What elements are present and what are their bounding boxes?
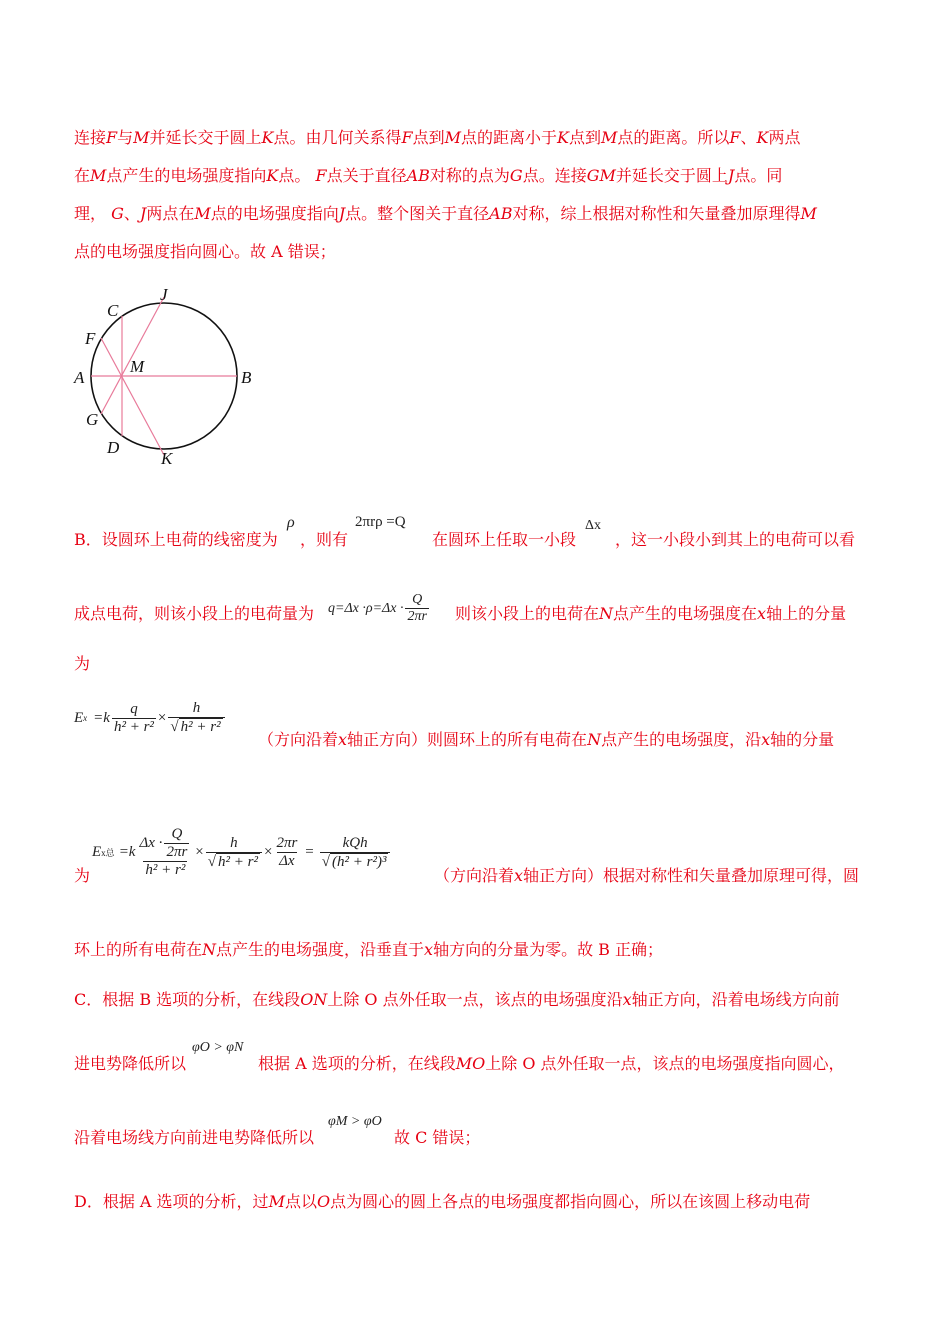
ext-symbol: E xyxy=(92,844,102,860)
var: K xyxy=(557,128,569,147)
var: F xyxy=(401,128,413,147)
var: G xyxy=(509,166,523,185)
var: M xyxy=(268,1192,285,1211)
text-segment: 在圆环上任取一小段 xyxy=(432,530,577,549)
formula-rho: ρ xyxy=(287,514,295,531)
q-numerator: Q xyxy=(412,592,423,607)
ex-sqrt: h² + r² xyxy=(180,719,221,735)
text: 点到 xyxy=(412,128,445,147)
text: 上除 O 点外任取一点，该点的电场强度沿 xyxy=(327,990,623,1009)
formula-phi1: φO > φN xyxy=(192,1040,244,1055)
text-then: ，则有 xyxy=(300,530,349,549)
ext-frac3-num: 2πr xyxy=(276,835,298,851)
var: x xyxy=(514,866,524,885)
formula-ex xyxy=(74,700,227,736)
var: MO xyxy=(455,1054,486,1073)
para-b-line5-suffix xyxy=(434,866,880,886)
text: 并延长交于圆上 xyxy=(615,166,728,185)
label-m: M xyxy=(130,357,145,376)
var: x xyxy=(424,940,434,959)
var: M xyxy=(800,204,817,223)
ex-equals: =k xyxy=(93,709,110,726)
var: O xyxy=(316,1192,331,1211)
text: 轴正方向）则圆环上的所有电荷在 xyxy=(347,730,588,749)
var: M xyxy=(90,166,107,185)
text: 轴的分量 xyxy=(770,730,835,749)
text: 点到 xyxy=(569,128,602,147)
ext-sqrt: h² + r² xyxy=(218,853,258,870)
para-c-line3-suffix: 故 C 错误； xyxy=(394,1128,481,1147)
para-c-line1 xyxy=(74,990,880,1010)
text: 、 xyxy=(740,128,757,147)
text: 在 xyxy=(74,166,91,185)
text: 点。 xyxy=(278,166,316,185)
text: 、 xyxy=(123,204,140,223)
formula-q xyxy=(328,592,431,625)
var: AB xyxy=(406,166,430,185)
text: 点关于直径 xyxy=(326,166,407,185)
text: 点产生的电场强度，沿垂直于 xyxy=(216,940,425,959)
times-sign: × xyxy=(263,844,273,860)
text: 对称，综上根据对称性和矢量叠加原理得 xyxy=(512,204,801,223)
ext-frac2-den: √ h² + r² xyxy=(206,852,262,871)
ex-frac2-num: h xyxy=(192,700,201,716)
text: 轴正方向）根据对称性和矢量叠加原理可得，圆 xyxy=(523,866,860,885)
para-c-line2-prefix: 进电势降低所以 xyxy=(74,1054,187,1073)
label-k: K xyxy=(161,449,173,468)
para-b-line4 xyxy=(258,730,880,750)
ex-frac2 xyxy=(168,700,224,736)
label-f: F xyxy=(85,329,96,348)
text: 点。整个图关于直径 xyxy=(345,204,490,223)
times-sign: × xyxy=(157,709,167,726)
text: 并延长交于圆上 xyxy=(149,128,262,147)
text: 轴正方向，沿着电场线方向前 xyxy=(631,990,840,1009)
var: x xyxy=(338,730,348,749)
var: J xyxy=(727,166,735,185)
var: M xyxy=(194,204,211,223)
var: K xyxy=(756,128,769,147)
label-g: G xyxy=(86,410,99,429)
para-a-line4: 点的电场强度指向圆心。故 A 错误； xyxy=(74,242,336,261)
var: GM xyxy=(586,166,616,185)
ex-frac1-num: q xyxy=(130,700,138,717)
ex-frac1-den: h² + r² xyxy=(113,718,154,735)
para-a-line2 xyxy=(74,166,880,186)
text: 点产生的电场强度在 xyxy=(613,604,758,623)
text: 点。由几何关系得 xyxy=(273,128,402,147)
ext-frac1-den: h² + r² xyxy=(145,862,186,878)
formula-phi2: φM > φO xyxy=(328,1114,382,1129)
label-d: D xyxy=(107,438,120,457)
text: 与 xyxy=(117,128,134,147)
var: K xyxy=(266,166,279,185)
var: M xyxy=(444,128,462,147)
var: x xyxy=(761,730,771,749)
text: 则该小段上的电荷在 xyxy=(455,604,600,623)
ext-dx: Δx · xyxy=(139,835,163,851)
text: （方向沿着 xyxy=(258,730,339,749)
ext-equals: =k xyxy=(118,844,136,860)
ext-inner-frac xyxy=(164,826,189,861)
text: 点为圆心的圆上各点的电场强度都指向圆心，所以在该圆上移动电荷 xyxy=(330,1192,811,1211)
text: 点的距离。所以 xyxy=(617,128,730,147)
var: N xyxy=(599,604,614,623)
para-a-line1 xyxy=(74,128,880,148)
text: 连接 xyxy=(74,128,107,147)
para-b-line6 xyxy=(74,940,880,960)
ext-frac1 xyxy=(137,826,193,879)
var: K xyxy=(261,128,274,147)
ext-frac3-den: Δx xyxy=(279,853,295,869)
ext-frac2 xyxy=(206,835,262,871)
para-b-line2-prefix: 成点电荷，则该小段上的电荷量为 xyxy=(74,604,315,623)
label-a: A xyxy=(74,368,85,387)
ext-frac2-num: h xyxy=(230,834,238,851)
var: ON xyxy=(300,990,328,1009)
para-d-line1 xyxy=(74,1192,880,1212)
ext-frac1-num xyxy=(137,826,193,861)
ext-result-num: kQh xyxy=(342,834,368,851)
q-denominator: 2πr xyxy=(407,609,427,624)
text: 点的电场强度指向 xyxy=(210,204,339,223)
ext-result-sqrt: (h² + r²)³ xyxy=(332,853,387,870)
var: N xyxy=(587,730,602,749)
text: 根据 A 选项的分析，在线段 xyxy=(258,1054,456,1073)
ext-inner-den: 2πr xyxy=(166,844,188,860)
ext-frac3 xyxy=(274,835,299,870)
var: F xyxy=(106,128,118,147)
var: x xyxy=(622,990,632,1009)
q-expression: q=Δx ·ρ=Δx · xyxy=(328,600,404,616)
label-j: J xyxy=(160,285,168,304)
var: AB xyxy=(489,204,513,223)
var: J xyxy=(338,204,346,223)
text: 两点 xyxy=(768,128,801,147)
para-c-line2-suffix xyxy=(258,1054,858,1074)
text: 上除 O 点外任取一点，该点的电场强度指向圆心， xyxy=(485,1054,845,1073)
var: x xyxy=(757,604,767,623)
formula-ex-total xyxy=(92,826,392,879)
ex-frac1 xyxy=(112,701,156,736)
text: D．根据 A 选项的分析，过 xyxy=(74,1192,269,1211)
text: 点。连接 xyxy=(522,166,587,185)
ext-inner-num: Q xyxy=(171,826,183,842)
ext-sub: x总 xyxy=(101,848,115,858)
var: J xyxy=(139,204,147,223)
text: 理， xyxy=(74,204,112,223)
ext-result-den: √ (h² + r²)³ xyxy=(320,852,391,871)
text: 点产生的电场强度，沿 xyxy=(601,730,762,749)
formula-dx: Δx xyxy=(585,518,602,533)
text: 点。同 xyxy=(734,166,783,185)
text: 轴上的分量 xyxy=(766,604,847,623)
label-b: B xyxy=(241,368,252,387)
formula-charge: 2πrρ =Q xyxy=(355,514,406,530)
text: 轴方向的分量为零。故 B 正确； xyxy=(433,940,663,959)
text: 环上的所有电荷在 xyxy=(74,940,203,959)
text: 点产生的电场强度指向 xyxy=(106,166,267,185)
para-a-line3 xyxy=(74,204,880,224)
q-fraction xyxy=(405,592,428,625)
text: B．设圆环上电荷的线密度为 xyxy=(74,530,278,549)
text: 两点在 xyxy=(146,204,195,223)
text: （方向沿着 xyxy=(434,866,515,885)
ex-sub: x xyxy=(83,713,88,723)
equals-sign: = xyxy=(305,844,314,860)
var: F xyxy=(729,128,741,147)
text: 点以 xyxy=(284,1192,317,1211)
para-b-line5-prefix: 为 xyxy=(74,866,91,885)
para-c-line3-prefix: 沿着电场线方向前进电势降低所以 xyxy=(74,1128,315,1147)
text: 对称的点为 xyxy=(429,166,510,185)
para-b-line2-suffix xyxy=(455,604,885,624)
var: M xyxy=(133,128,150,147)
label-c: C xyxy=(107,301,119,320)
text: C．根据 B 选项的分析，在线段 xyxy=(74,990,301,1009)
ex-symbol: E xyxy=(74,709,84,726)
circle-diagram xyxy=(60,280,260,470)
ext-result xyxy=(320,835,391,871)
text-point-charge: ，这一小段小到其上的电荷可以看 xyxy=(615,530,856,549)
var: M xyxy=(601,128,618,147)
times-sign: × xyxy=(195,844,204,860)
var: N xyxy=(202,940,217,959)
text: 点的距离小于 xyxy=(461,128,558,147)
var: G xyxy=(111,204,124,223)
ex-frac2-den: √ h² + r² xyxy=(168,717,224,736)
para-b-line3: 为 xyxy=(74,654,91,673)
var: F xyxy=(315,166,327,185)
